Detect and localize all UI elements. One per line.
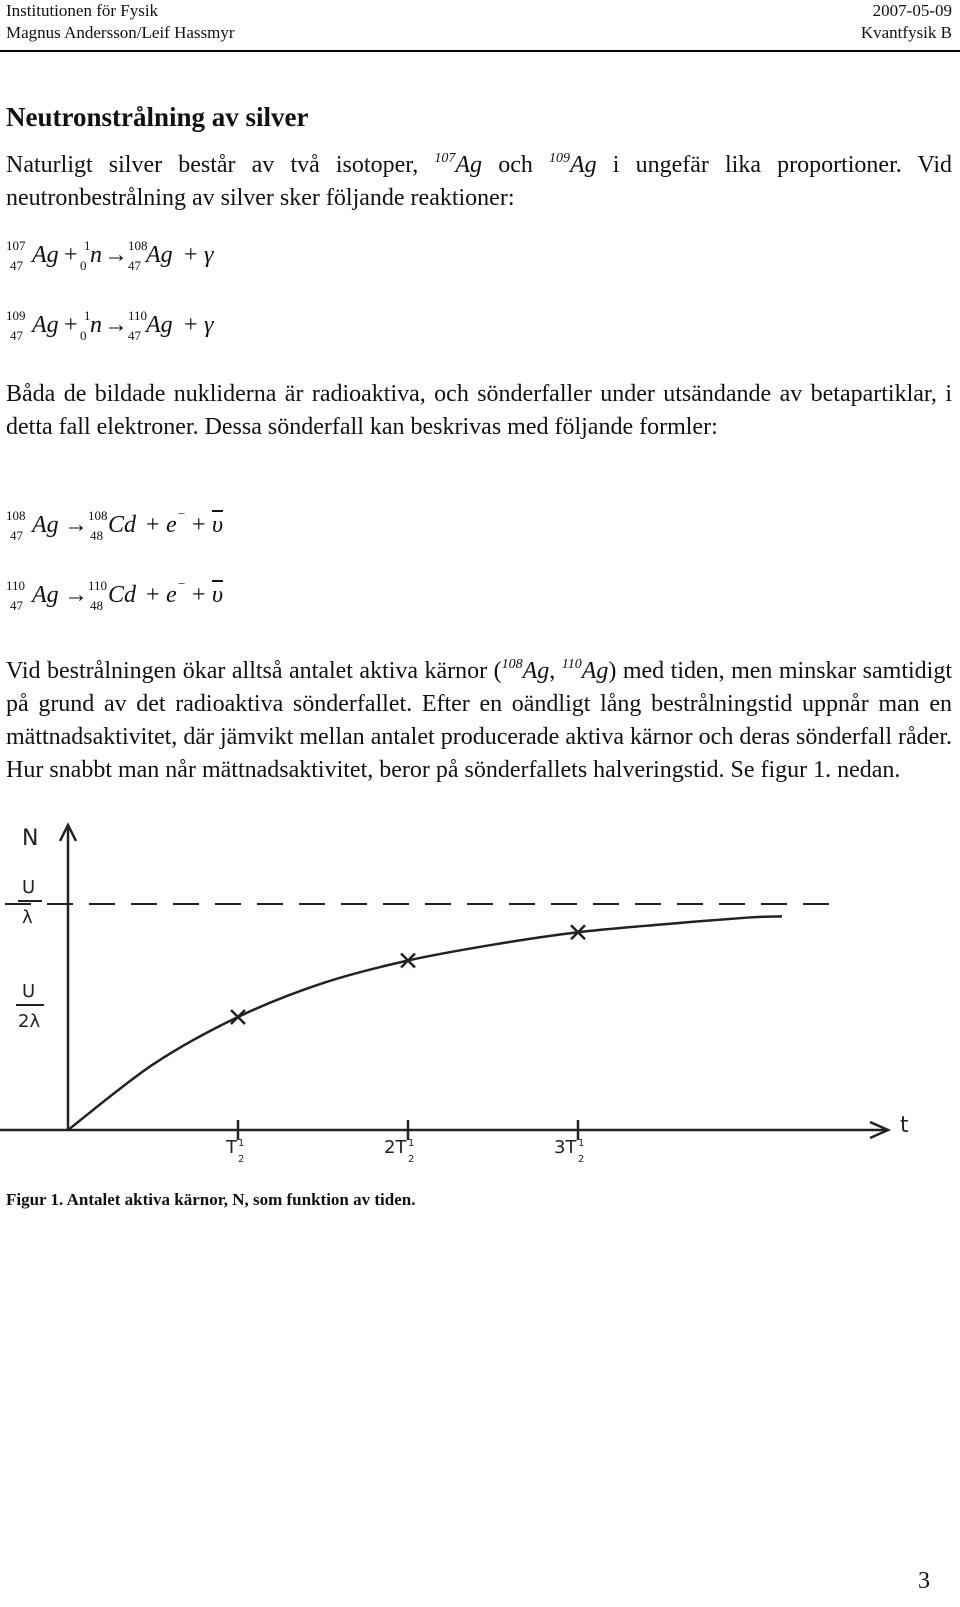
x-axis-label: t [900,1113,909,1138]
mass-number: 107 [6,238,26,253]
curve-marker-1 [231,1010,245,1024]
mass-number: 108 [128,238,148,253]
intro-text-a: Naturligt silver består av två isotoper, [6,152,435,178]
section-title: Neutronstrålning av silver [6,102,309,132]
plus-sign: + [184,242,198,268]
gamma-symbol: γ [204,312,214,338]
x-tick-1 [225,1120,244,1165]
plus-sign: + [64,312,78,338]
isotope-symbol: Ag [455,152,483,178]
intro-text-b: och [482,152,549,178]
page-number: 3 [918,1568,930,1594]
atomic-number: 47 [10,528,23,543]
x-tick-2 [384,1120,414,1165]
mass-number: 1 [84,238,91,253]
x-tick-3 [554,1120,584,1165]
mass-number: 1 [84,308,91,323]
mass-number: 110 [88,578,108,593]
header-authors: Magnus Andersson/Leif Hassmyr [6,23,235,42]
reaction-arrow: → [104,312,128,338]
reaction-equation-2 [6,308,306,368]
element-symbol: Cd [108,582,137,608]
decay-intro-paragraph: Båda de bildade nukliderna är radioaktiva, och sönderfaller under utsändande av betapartiklar, i detta fall elektroner. Dessa sönderfall kan beskrivas med följande formler: [6,381,952,440]
reaction-arrow: → [64,582,88,608]
antineutrino-symbol: $\overline{\upsilon}$ [212,512,224,538]
mass-number: 108 [6,508,26,523]
isotope-symbol: Ag [522,658,550,684]
reaction-arrow: → [104,242,128,268]
atomic-number: 47 [128,258,141,273]
plus-sign: + [146,512,160,538]
fraction-denominator: 2λ [18,1011,41,1032]
gamma-symbol: γ [204,242,214,268]
neutron-symbol: n [90,242,102,268]
body-text-a: Vid bestrålningen ökar alltså antalet aktiva kärnor ( [6,658,502,684]
header-rule [0,50,960,52]
fraction-numerator: U [22,981,36,1002]
isotope-mass: 107 [434,151,456,166]
isotope-109ag [549,152,597,178]
mass-number: 110 [128,308,148,323]
isotope-110ag [562,658,609,684]
element-symbol: Cd [108,512,137,538]
decay-equation-2 [6,578,306,638]
y-tick-label-saturation [18,877,42,928]
electron-symbol: e [166,582,177,608]
header-course: Kvantfysik B [860,23,952,42]
fraction-denominator: λ [22,907,33,928]
tick-label: T [226,1137,237,1158]
y-axis-label: N [22,826,39,851]
plus-sign: + [192,582,206,608]
tick-label-sub-num: 1 [408,1138,415,1149]
plus-sign: + [146,582,160,608]
header-date: 2007-05-09 [872,1,952,20]
x-ticks [225,1120,584,1165]
tick-label: 2T [384,1137,407,1158]
atomic-number: 47 [10,328,23,343]
mass-number: 110 [6,578,26,593]
element-symbol: Ag [32,242,59,268]
antineutrino-symbol: $\overline{\upsilon}$ [212,582,224,608]
isotope-mass: 108 [501,657,523,672]
element-symbol: Ag [32,312,59,338]
charge-sign: − [178,576,186,591]
atomic-number: 47 [10,258,23,273]
atomic-number: 0 [80,328,87,343]
element-symbol: Ag [146,242,173,268]
body-text-b: ) med tiden, men minskar samtidigt på grund av det radioaktiva sönderfallet. Efter en oändligt lång bestrålningstid uppnår man en mättnadsaktivitet, där jämvikt mellan antalet producerade aktiva kärnor och deras sönderfall råder. Hur snabbt man når mättnadsaktivitet, beror på sönderfallets halveringstid. Se figur 1. nedan. [6,658,952,783]
tick-label-sub-den: 2 [578,1154,585,1165]
mass-number: 109 [6,308,26,323]
plus-sign: + [192,512,206,538]
isotope-108ag [502,658,550,684]
tick-label-sub-den: 2 [238,1154,245,1165]
plus-sign: + [184,312,198,338]
tick-label: 3T [554,1137,577,1158]
electron-symbol: e [166,512,177,538]
header-right [861,0,952,44]
separator: , [549,658,562,684]
atomic-number: 47 [128,328,141,343]
atomic-number: 47 [10,598,23,613]
tick-label-sub-num: 1 [238,1138,245,1149]
figure-caption: Figur 1. Antalet aktiva kärnor, N, som funktion av tiden. [6,1190,416,1209]
isotope-mass: 110 [561,657,582,672]
saturation-curve [68,916,782,1130]
element-symbol: Ag [32,582,59,608]
saturation-curve-figure [0,815,960,1185]
y-tick-label-half [16,981,44,1032]
decay-equation-1 [6,508,306,568]
header-left [6,0,235,44]
tick-label-sub-num: 1 [578,1138,585,1149]
element-symbol: Ag [32,512,59,538]
intro-paragraph [6,142,952,215]
atomic-number: 48 [90,598,103,613]
header-institution: Institutionen för Fysik [6,1,159,20]
atomic-number: 48 [90,528,103,543]
tick-label-sub-den: 2 [408,1154,415,1165]
element-symbol: Ag [146,312,173,338]
isotope-symbol: Ag [581,658,609,684]
fraction-numerator: U [22,877,36,898]
isotope-107ag [434,152,482,178]
isotope-mass: 109 [548,151,570,166]
body-paragraph [6,648,952,787]
atomic-number: 0 [80,258,87,273]
reaction-equation-1 [6,238,306,298]
isotope-symbol: Ag [569,152,597,178]
plus-sign: + [64,242,78,268]
curve-markers [231,925,585,1024]
mass-number: 108 [88,508,108,523]
reaction-arrow: → [64,512,88,538]
neutron-symbol: n [90,312,102,338]
intro-text-c: i ungefär lika proportioner. Vid neutronbestrålning av silver sker följande reaktioner: [6,152,953,211]
charge-sign: − [178,506,186,521]
